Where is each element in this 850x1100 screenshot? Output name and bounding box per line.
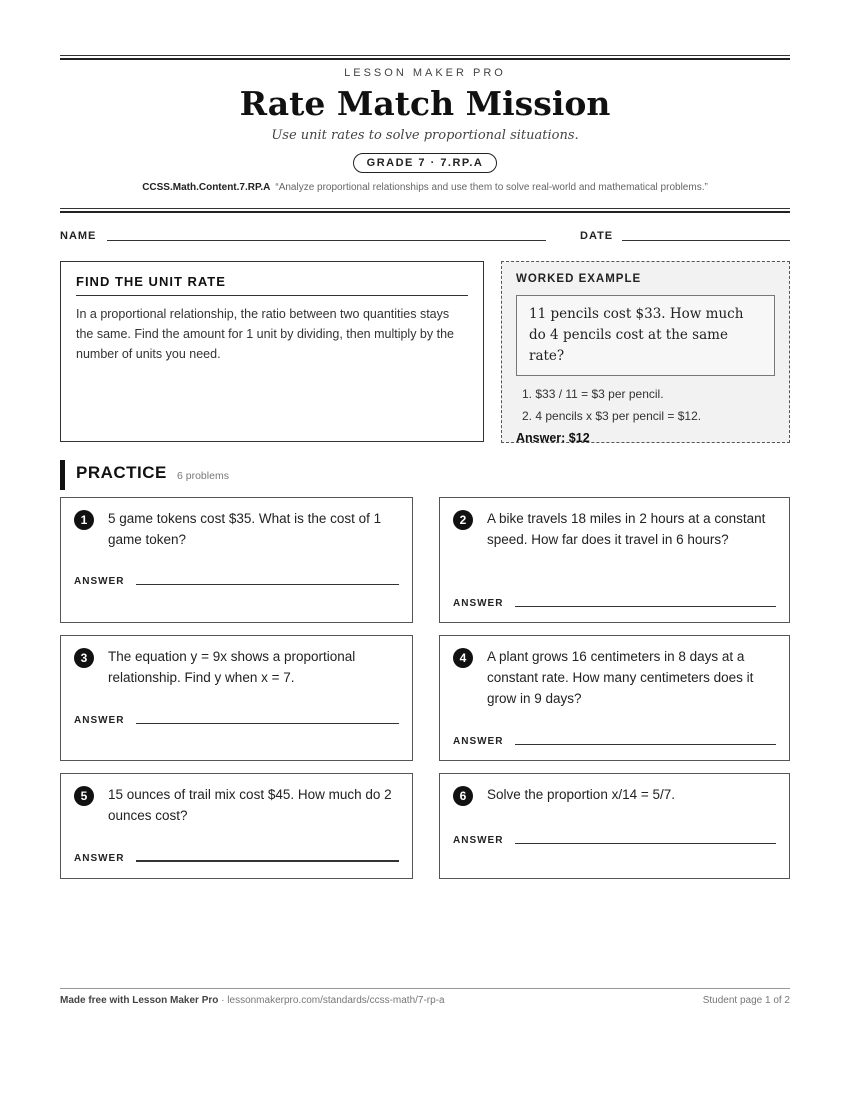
footer-credit xyxy=(60,995,445,1006)
worked-example-box xyxy=(501,261,790,443)
answer-label: ANSWER xyxy=(74,576,125,587)
footer-divider xyxy=(60,988,790,989)
answer-label: ANSWER xyxy=(453,598,504,609)
problem-card-3 xyxy=(60,635,413,761)
problem-card-6 xyxy=(439,773,790,879)
answer-field[interactable] xyxy=(136,860,399,862)
unit-rate-box xyxy=(60,261,484,442)
problem-number: 4 xyxy=(453,648,473,668)
answer-label: ANSWER xyxy=(453,835,504,846)
problem-number: 3 xyxy=(74,648,94,668)
problem-card-1 xyxy=(60,497,413,623)
unit-rate-body: In a proportional relationship, the ratio between two quantities stays the same. Find the amount for 1 unit by dividing, then multiply by the number of units you need. xyxy=(76,307,454,361)
worksheet-subtitle: Use unit rates to solve proportional situations. xyxy=(271,128,579,143)
practice-count: 6 problems xyxy=(177,470,229,482)
standard-code: CCSS.Math.Content.7.RP.A xyxy=(142,182,271,193)
answer-field[interactable] xyxy=(515,843,776,844)
standard-reference xyxy=(60,182,790,193)
answer-label: ANSWER xyxy=(74,715,125,726)
practice-heading: PRACTICE xyxy=(76,463,167,482)
answer-label: ANSWER xyxy=(74,853,125,864)
answer-field[interactable] xyxy=(515,744,776,745)
problem-number: 5 xyxy=(74,786,94,806)
worksheet-page xyxy=(60,0,790,1100)
problem-text: A plant grows 16 centimeters in 8 days at a constant rate. How many centimeters does it grow in 9 days? xyxy=(487,649,754,706)
worked-example-heading: WORKED EXAMPLE xyxy=(516,273,642,285)
worked-example-step: 2. 4 pencils x $3 per pencil = $12. xyxy=(522,409,702,423)
footer-page-number: Student page 1 of 2 xyxy=(702,995,790,1006)
answer-field[interactable] xyxy=(136,723,399,724)
footer-url[interactable]: · lessonmakerpro.com/standards/ccss-math/7-rp-a xyxy=(221,995,445,1006)
grade-badge: GRADE 7 · 7.RP.A xyxy=(353,153,498,173)
problem-card-4 xyxy=(439,635,790,761)
unit-rate-heading: FIND THE UNIT RATE xyxy=(76,274,468,296)
problem-text: 5 game tokens cost $35. What is the cost of 1 game token? xyxy=(108,511,382,547)
header-divider xyxy=(60,208,790,209)
worked-example-answer: Answer: $12 xyxy=(516,431,590,445)
top-divider xyxy=(60,55,790,56)
problem-text: Solve the proportion x/14 = 5/7. xyxy=(487,787,675,802)
problem-number: 6 xyxy=(453,786,473,806)
answer-field[interactable] xyxy=(136,584,399,585)
worked-example-question: 11 pencils cost $33. How much do 4 pencils cost at the same rate? xyxy=(516,295,775,376)
problem-text: A bike travels 18 miles in 2 hours at a constant speed. How far does it travel in 6 hours? xyxy=(487,511,766,547)
problem-number: 2 xyxy=(453,510,473,530)
standard-text: “Analyze proportional relationships and use them to solve real-world and mathematical problems.” xyxy=(275,182,708,193)
footer-made-with: Made free with Lesson Maker Pro xyxy=(60,995,219,1006)
problem-card-2 xyxy=(439,497,790,623)
problem-number: 1 xyxy=(74,510,94,530)
answer-field[interactable] xyxy=(515,606,776,607)
date-field[interactable] xyxy=(622,240,790,241)
worked-example-step: 1. $33 / 11 = $3 per pencil. xyxy=(522,387,664,401)
problem-text: 15 ounces of trail mix cost $45. How much do 2 ounces cost? xyxy=(108,787,392,823)
problem-text: The equation y = 9x shows a proportional relationship. Find y when x = 7. xyxy=(108,649,356,685)
name-field[interactable] xyxy=(107,240,546,241)
name-label: NAME xyxy=(60,230,97,242)
problem-card-5 xyxy=(60,773,413,879)
date-label: DATE xyxy=(580,230,614,242)
answer-label: ANSWER xyxy=(453,736,504,747)
practice-accent-bar xyxy=(60,460,65,490)
worksheet-title: Rate Match Mission xyxy=(239,84,611,123)
brand-name: LESSON MAKER PRO xyxy=(344,67,506,79)
